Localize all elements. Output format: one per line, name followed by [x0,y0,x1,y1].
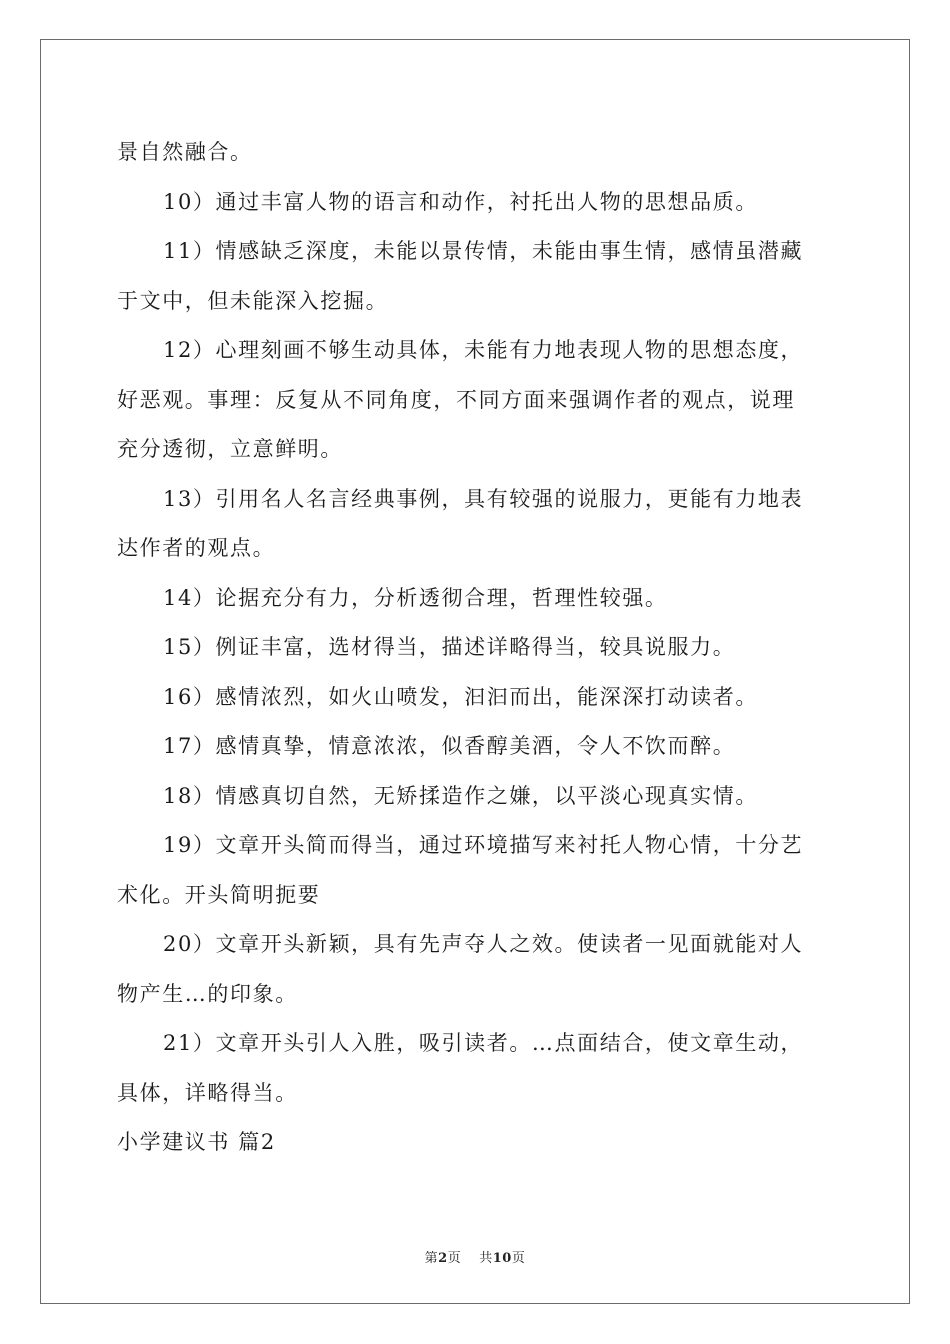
text-line: 21）文章开头引人入胜，吸引读者。…点面结合，使文章生动， [163,1031,804,1055]
text-line: 充分透彻，立意鲜明。 [117,437,343,461]
text-line: 20）文章开头新颖，具有先声夺人之效。使读者一见面就能对人 [163,932,804,956]
paragraph [117,178,837,228]
text-line: 15）例证丰富，选材得当，描述详略得当，较具说服力。 [163,635,736,659]
text-line: 好恶观。事理：反复从不同角度，不同方面来强调作者的观点，说理 [117,387,795,412]
paragraph [117,574,837,624]
paragraph [117,920,837,1019]
paragraph [117,821,837,920]
text-line: 术化。开头简明扼要 [117,882,321,907]
paragraph [117,1019,837,1118]
text-line: 17）感情真挚，情意浓浓，似香醇美酒，令人不饮而醉。 [163,734,736,758]
paragraph [117,673,837,723]
paragraph [117,722,837,772]
text-line: 12）心理刻画不够生动具体，未能有力地表现人物的思想态度， [163,338,804,362]
text-line: 14）论据充分有力，分析透彻合理，哲理性较强。 [163,585,668,610]
paragraph [117,1118,837,1168]
paragraph [117,128,837,178]
total-prefix: 共 [479,1251,493,1266]
text-line: 18）情感真切自然，无矫揉造作之嫌，以平淡心现真实情。 [163,783,758,808]
text-line: 达作者的观点。 [117,536,276,560]
page-number: 2 [438,1251,448,1266]
paragraph [117,772,837,822]
page-suffix: 页 [447,1251,462,1266]
text-line: 19）文章开头简而得当，通过环境描写来衬托人物心情，十分艺 [163,833,804,857]
paragraph [117,475,837,574]
text-line: 10）通过丰富人物的语言和动作，衬托出人物的思想品质。 [163,189,758,214]
paragraph [117,227,837,326]
page-prefix: 第 [424,1251,439,1266]
total-suffix: 页 [511,1251,526,1266]
text-line: 13）引用名人名言经典事例，具有较强的说服力，更能有力地表 [163,486,804,511]
text-line: 16）感情浓烈，如火山喷发，汩汩而出，能深深打动读者。 [163,684,758,709]
text-line: 具体，详略得当。 [117,1080,298,1105]
text-line: 物产生…的印象。 [117,981,298,1006]
text-line: 小学建议书 篇2 [117,1130,276,1154]
text-line: 于文中，但未能深入挖掘。 [117,288,389,313]
paragraph [117,326,837,475]
paragraph [117,623,837,673]
total-pages: 10 [492,1251,512,1266]
page-footer [0,1247,950,1266]
text-line: 景自然融合。 [117,140,253,164]
document-body [117,128,837,1168]
text-line: 11）情感缺乏深度，未能以景传情，未能由事生情，感情虽潜藏 [163,239,804,263]
